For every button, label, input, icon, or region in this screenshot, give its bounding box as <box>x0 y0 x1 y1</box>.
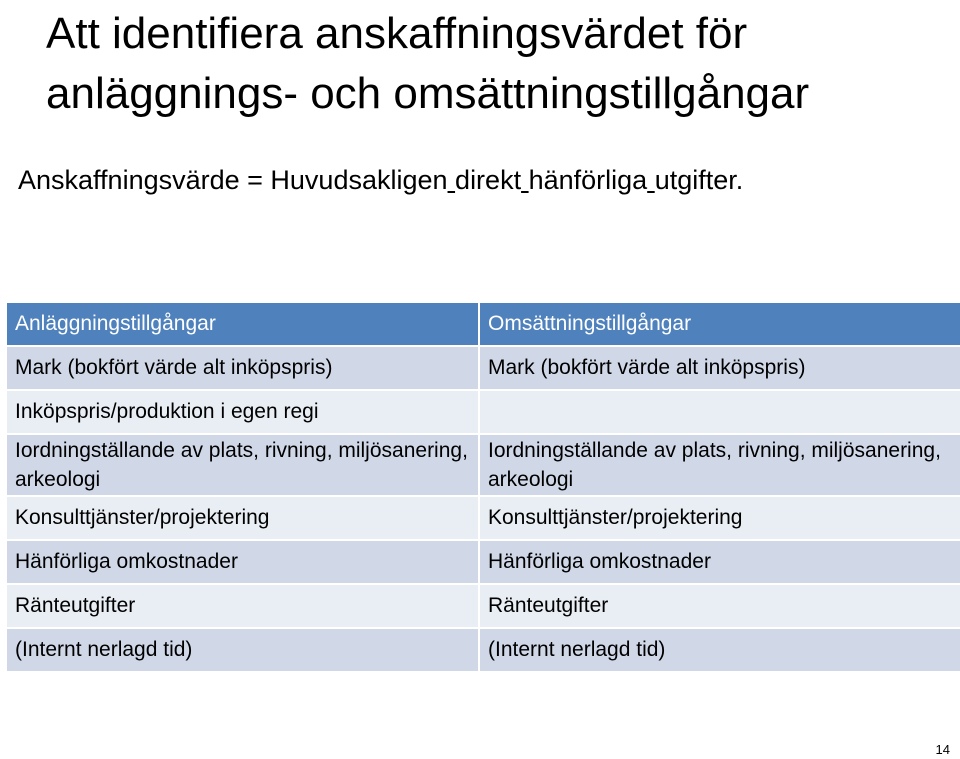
subtitle-part-1: Anskaffningsvärde = Huvudsakligen <box>18 165 448 195</box>
header-omsattningstillgangar: Omsättningstillgångar <box>480 303 960 345</box>
table-row <box>7 629 960 671</box>
table-cell: Mark (bokfört värde alt inköpspris) <box>480 347 960 389</box>
table-cell: Konsulttjänster/projektering <box>480 497 960 539</box>
slide-title: Att identifiera anskaffningsvärdet för anläggnings- och omsättningstillgångar <box>46 9 810 118</box>
table-cell: Inköpspris/produktion i egen regi <box>7 391 478 433</box>
slide-subtitle <box>18 160 743 200</box>
table-cell <box>480 391 960 433</box>
table-cell: (Internt nerlagd tid) <box>480 629 960 671</box>
comparison-table <box>5 301 960 673</box>
table-row <box>7 541 960 583</box>
subtitle-part-4: utgifter. <box>654 165 744 195</box>
table-cell: Iordningställande av plats, rivning, miljösanering, arkeologi <box>7 435 478 495</box>
table-cell: Hänförliga omkostnader <box>480 541 960 583</box>
table-cell: Iordningställande av plats, rivning, miljösanering, arkeologi <box>480 435 960 495</box>
table-cell: Hänförliga omkostnader <box>7 541 478 583</box>
table-cell: Ränteutgifter <box>7 585 478 627</box>
subtitle-part-3: hänförliga <box>528 165 648 195</box>
table-cell: Konsulttjänster/projektering <box>7 497 478 539</box>
table-row <box>7 391 960 433</box>
table-header-row <box>7 303 960 345</box>
table-row <box>7 347 960 389</box>
table-cell: Mark (bokfört värde alt inköpspris) <box>7 347 478 389</box>
table-cell: (Internt nerlagd tid) <box>7 629 478 671</box>
table-row <box>7 435 960 495</box>
table-row <box>7 585 960 627</box>
subtitle-part-2: direkt <box>455 165 522 195</box>
page-number: 14 <box>935 742 950 757</box>
header-anlaggningstillgangar: Anläggningstillgångar <box>7 303 478 345</box>
table-row <box>7 497 960 539</box>
table-cell: Ränteutgifter <box>480 585 960 627</box>
